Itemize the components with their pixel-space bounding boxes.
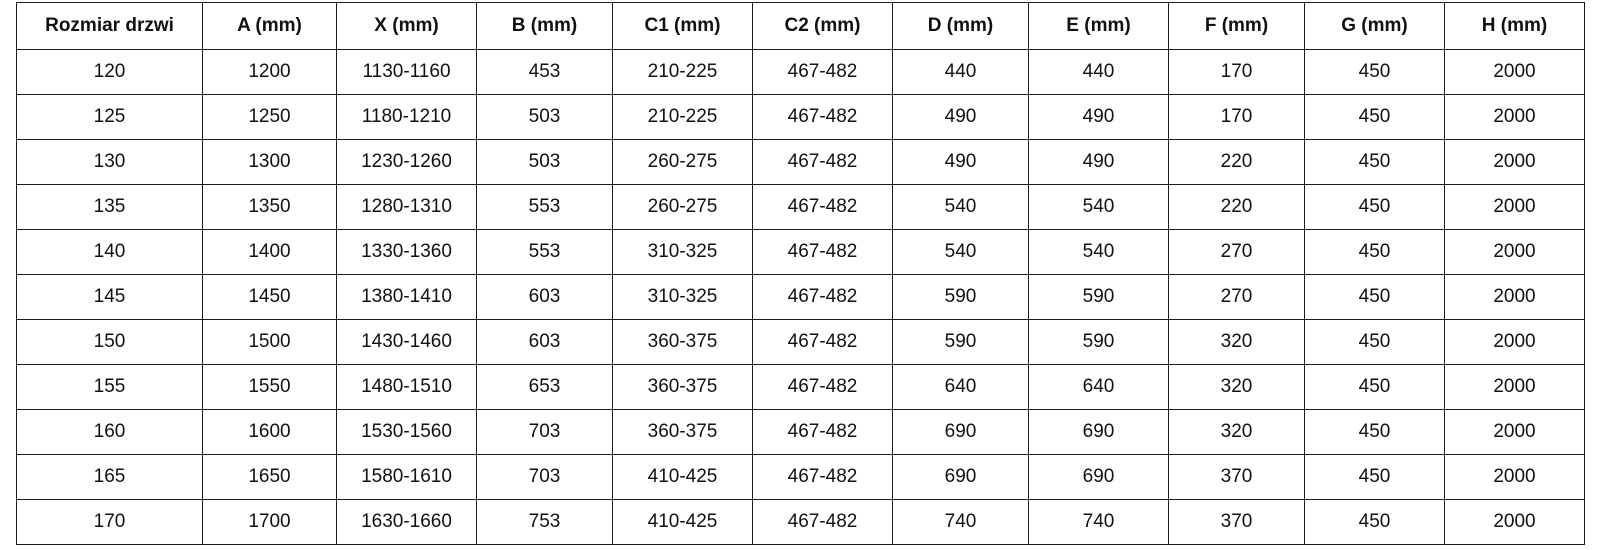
table-cell: 370 xyxy=(1169,500,1305,545)
table-cell: 553 xyxy=(477,185,613,230)
spec-table-container xyxy=(16,0,1584,545)
table-cell: 690 xyxy=(1029,455,1169,500)
table-cell: 603 xyxy=(477,320,613,365)
table-cell: 450 xyxy=(1305,410,1445,455)
table-cell: 703 xyxy=(477,455,613,500)
row-label-cell: 170 xyxy=(17,500,203,545)
row-label-cell: 125 xyxy=(17,95,203,140)
table-cell: 1250 xyxy=(203,95,337,140)
table-cell: 2000 xyxy=(1445,275,1585,320)
table-cell: 490 xyxy=(1029,95,1169,140)
table-cell: 490 xyxy=(893,95,1029,140)
table-cell: 220 xyxy=(1169,140,1305,185)
table-cell: 1550 xyxy=(203,365,337,410)
table-cell: 1400 xyxy=(203,230,337,275)
table-cell: 540 xyxy=(893,185,1029,230)
table-cell: 270 xyxy=(1169,275,1305,320)
table-cell: 360-375 xyxy=(613,320,753,365)
table-row xyxy=(17,365,1585,410)
table-cell: 1580-1610 xyxy=(337,455,477,500)
table-cell: 540 xyxy=(1029,230,1169,275)
table-cell: 410-425 xyxy=(613,455,753,500)
table-cell: 540 xyxy=(1029,185,1169,230)
table-cell: 2000 xyxy=(1445,320,1585,365)
table-cell: 453 xyxy=(477,50,613,95)
table-cell: 1350 xyxy=(203,185,337,230)
table-cell: 467-482 xyxy=(753,455,893,500)
table-cell: 2000 xyxy=(1445,50,1585,95)
table-cell: 450 xyxy=(1305,230,1445,275)
column-header: A (mm) xyxy=(203,3,337,50)
table-cell: 490 xyxy=(1029,140,1169,185)
table-cell: 2000 xyxy=(1445,95,1585,140)
table-cell: 2000 xyxy=(1445,230,1585,275)
table-cell: 740 xyxy=(893,500,1029,545)
table-cell: 1600 xyxy=(203,410,337,455)
table-cell: 553 xyxy=(477,230,613,275)
table-cell: 450 xyxy=(1305,320,1445,365)
table-cell: 440 xyxy=(1029,50,1169,95)
row-label-cell: 150 xyxy=(17,320,203,365)
table-cell: 1330-1360 xyxy=(337,230,477,275)
table-cell: 640 xyxy=(893,365,1029,410)
table-cell: 2000 xyxy=(1445,140,1585,185)
table-cell: 1200 xyxy=(203,50,337,95)
table-header-row xyxy=(17,3,1585,50)
table-cell: 1180-1210 xyxy=(337,95,477,140)
table-cell: 2000 xyxy=(1445,185,1585,230)
table-cell: 690 xyxy=(1029,410,1169,455)
table-row xyxy=(17,230,1585,275)
table-cell: 450 xyxy=(1305,95,1445,140)
table-cell: 467-482 xyxy=(753,320,893,365)
column-header: H (mm) xyxy=(1445,3,1585,50)
table-cell: 220 xyxy=(1169,185,1305,230)
table-cell: 467-482 xyxy=(753,230,893,275)
table-row xyxy=(17,95,1585,140)
table-cell: 2000 xyxy=(1445,365,1585,410)
table-cell: 753 xyxy=(477,500,613,545)
door-dimensions-table xyxy=(16,2,1585,545)
table-cell: 370 xyxy=(1169,455,1305,500)
table-cell: 740 xyxy=(1029,500,1169,545)
table-cell: 1500 xyxy=(203,320,337,365)
table-cell: 1430-1460 xyxy=(337,320,477,365)
table-cell: 503 xyxy=(477,95,613,140)
table-cell: 260-275 xyxy=(613,140,753,185)
table-cell: 703 xyxy=(477,410,613,455)
table-cell: 2000 xyxy=(1445,410,1585,455)
table-cell: 320 xyxy=(1169,365,1305,410)
row-label-cell: 165 xyxy=(17,455,203,500)
table-cell: 1280-1310 xyxy=(337,185,477,230)
row-label-cell: 155 xyxy=(17,365,203,410)
table-cell: 440 xyxy=(893,50,1029,95)
table-cell: 590 xyxy=(893,275,1029,320)
row-label-cell: 145 xyxy=(17,275,203,320)
table-cell: 1630-1660 xyxy=(337,500,477,545)
table-cell: 1650 xyxy=(203,455,337,500)
table-cell: 467-482 xyxy=(753,140,893,185)
column-header: C2 (mm) xyxy=(753,3,893,50)
column-header: X (mm) xyxy=(337,3,477,50)
table-cell: 467-482 xyxy=(753,410,893,455)
table-cell: 690 xyxy=(893,410,1029,455)
table-cell: 467-482 xyxy=(753,50,893,95)
column-header: B (mm) xyxy=(477,3,613,50)
table-row xyxy=(17,320,1585,365)
table-cell: 450 xyxy=(1305,455,1445,500)
table-cell: 1230-1260 xyxy=(337,140,477,185)
row-label-cell: 140 xyxy=(17,230,203,275)
table-cell: 410-425 xyxy=(613,500,753,545)
table-cell: 2000 xyxy=(1445,455,1585,500)
table-cell: 310-325 xyxy=(613,230,753,275)
table-cell: 590 xyxy=(893,320,1029,365)
table-row xyxy=(17,275,1585,320)
table-cell: 467-482 xyxy=(753,185,893,230)
table-cell: 467-482 xyxy=(753,95,893,140)
row-label-cell: 120 xyxy=(17,50,203,95)
table-cell: 640 xyxy=(1029,365,1169,410)
table-cell: 450 xyxy=(1305,500,1445,545)
table-row xyxy=(17,185,1585,230)
table-cell: 467-482 xyxy=(753,500,893,545)
table-cell: 467-482 xyxy=(753,365,893,410)
table-cell: 450 xyxy=(1305,275,1445,320)
table-body xyxy=(17,50,1585,545)
table-row xyxy=(17,140,1585,185)
table-cell: 653 xyxy=(477,365,613,410)
table-cell: 1380-1410 xyxy=(337,275,477,320)
column-header: C1 (mm) xyxy=(613,3,753,50)
table-cell: 1700 xyxy=(203,500,337,545)
column-header: F (mm) xyxy=(1169,3,1305,50)
table-header xyxy=(17,3,1585,50)
column-header: D (mm) xyxy=(893,3,1029,50)
table-row xyxy=(17,410,1585,455)
table-cell: 450 xyxy=(1305,365,1445,410)
table-cell: 2000 xyxy=(1445,500,1585,545)
row-label-cell: 135 xyxy=(17,185,203,230)
table-cell: 450 xyxy=(1305,185,1445,230)
table-cell: 490 xyxy=(893,140,1029,185)
table-cell: 360-375 xyxy=(613,365,753,410)
table-cell: 210-225 xyxy=(613,95,753,140)
table-cell: 170 xyxy=(1169,95,1305,140)
table-cell: 1300 xyxy=(203,140,337,185)
table-cell: 503 xyxy=(477,140,613,185)
table-cell: 540 xyxy=(893,230,1029,275)
column-header: G (mm) xyxy=(1305,3,1445,50)
table-cell: 320 xyxy=(1169,320,1305,365)
column-header: E (mm) xyxy=(1029,3,1169,50)
table-row xyxy=(17,455,1585,500)
table-cell: 320 xyxy=(1169,410,1305,455)
table-cell: 260-275 xyxy=(613,185,753,230)
table-cell: 1480-1510 xyxy=(337,365,477,410)
table-cell: 590 xyxy=(1029,320,1169,365)
table-cell: 270 xyxy=(1169,230,1305,275)
table-cell: 1130-1160 xyxy=(337,50,477,95)
column-header: Rozmiar drzwi xyxy=(17,3,203,50)
table-cell: 467-482 xyxy=(753,275,893,320)
table-cell: 1530-1560 xyxy=(337,410,477,455)
row-label-cell: 130 xyxy=(17,140,203,185)
table-cell: 603 xyxy=(477,275,613,320)
table-cell: 210-225 xyxy=(613,50,753,95)
table-cell: 310-325 xyxy=(613,275,753,320)
table-cell: 690 xyxy=(893,455,1029,500)
table-row xyxy=(17,50,1585,95)
table-cell: 170 xyxy=(1169,50,1305,95)
table-cell: 590 xyxy=(1029,275,1169,320)
table-cell: 1450 xyxy=(203,275,337,320)
table-cell: 360-375 xyxy=(613,410,753,455)
table-cell: 450 xyxy=(1305,50,1445,95)
row-label-cell: 160 xyxy=(17,410,203,455)
table-cell: 450 xyxy=(1305,140,1445,185)
table-row xyxy=(17,500,1585,545)
